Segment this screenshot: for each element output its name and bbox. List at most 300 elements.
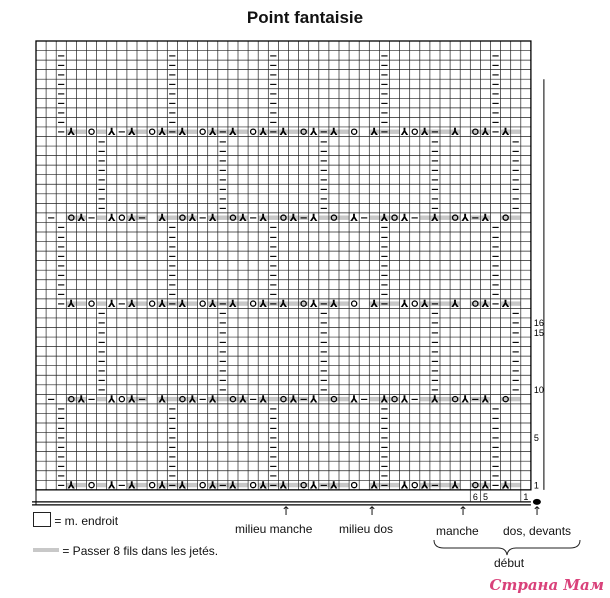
purl-symbol: − xyxy=(410,394,419,406)
purl-symbol: − xyxy=(218,194,228,206)
decrease-symbol: ⅄ xyxy=(350,394,358,406)
purl-symbol: − xyxy=(57,299,66,311)
decrease-symbol: ⅄ xyxy=(77,394,86,406)
purl-symbol: − xyxy=(269,270,278,282)
yarn-over-symbol xyxy=(119,397,124,402)
purl-symbol: − xyxy=(168,423,177,435)
brace-icon xyxy=(432,538,582,556)
decrease-symbol: ⅄ xyxy=(128,480,136,492)
purl-symbol: − xyxy=(430,146,440,158)
purl-symbol: − xyxy=(218,356,228,368)
purl-symbol: − xyxy=(168,232,177,244)
yarn-over-symbol xyxy=(251,482,256,487)
purl-symbol: − xyxy=(97,308,106,320)
purl-symbol: − xyxy=(248,394,258,406)
decrease-symbol: ⅄ xyxy=(380,394,389,406)
purl-symbol: − xyxy=(168,69,177,81)
decrease-symbol: ⅄ xyxy=(208,127,217,139)
decrease-symbol: ⅄ xyxy=(158,394,167,406)
decrease-symbol: ⅄ xyxy=(289,394,298,406)
row-number: 5 xyxy=(533,432,539,443)
purl-symbol: − xyxy=(319,136,329,148)
purl-symbol: − xyxy=(168,117,177,129)
purl-symbol: − xyxy=(168,89,177,101)
purl-symbol: − xyxy=(97,174,106,186)
purl-symbol: − xyxy=(248,213,258,225)
purl-symbol: − xyxy=(269,232,278,244)
purl-symbol: − xyxy=(410,213,419,225)
purl-symbol: − xyxy=(57,69,66,81)
purl-symbol: − xyxy=(117,299,127,311)
decrease-symbol: ⅄ xyxy=(279,480,288,492)
watermark-logo: Страна Мам xyxy=(489,576,604,594)
purl-symbol: − xyxy=(319,203,329,215)
purl-symbol: − xyxy=(57,480,66,492)
decrease-symbol: ⅄ xyxy=(400,213,409,225)
purl-symbol: − xyxy=(491,461,500,473)
purl-symbol: − xyxy=(97,375,106,387)
purl-symbol: − xyxy=(218,203,228,215)
purl-symbol: − xyxy=(319,318,329,330)
yarn-over-symbol xyxy=(200,301,205,306)
purl-symbol: − xyxy=(360,394,369,406)
decrease-symbol: ⅄ xyxy=(188,213,197,225)
purl-symbol: − xyxy=(380,270,389,282)
purl-symbol: − xyxy=(430,480,440,492)
purl-symbol: − xyxy=(491,251,500,263)
purl-symbol: − xyxy=(269,69,278,81)
decrease-symbol: ⅄ xyxy=(128,394,136,406)
purl-symbol: − xyxy=(491,98,500,110)
purl-symbol: − xyxy=(97,155,106,167)
purl-symbol: − xyxy=(491,289,500,301)
purl-symbol: − xyxy=(491,222,500,234)
purl-symbol: − xyxy=(319,480,329,492)
purl-symbol: − xyxy=(57,60,66,72)
purl-symbol: − xyxy=(198,394,207,406)
decrease-symbol: ⅄ xyxy=(461,213,470,225)
purl-symbol: − xyxy=(491,451,500,463)
purl-symbol: − xyxy=(97,203,106,215)
purl-symbol: − xyxy=(511,136,520,148)
purl-symbol: − xyxy=(430,174,440,186)
purl-symbol: − xyxy=(491,299,500,311)
purl-symbol: − xyxy=(491,442,500,454)
highlight-band xyxy=(319,397,349,401)
decrease-symbol: ⅄ xyxy=(77,213,86,225)
purl-symbol: − xyxy=(97,184,106,196)
purl-symbol: − xyxy=(168,442,177,454)
purl-symbol: − xyxy=(57,451,66,463)
purl-symbol: − xyxy=(430,308,440,320)
purl-symbol: − xyxy=(430,194,440,206)
endroit-label: = m. endroit xyxy=(54,514,119,528)
decrease-symbol: ⅄ xyxy=(501,480,510,492)
purl-symbol: − xyxy=(380,108,389,120)
purl-symbol: − xyxy=(57,471,66,483)
purl-symbol: − xyxy=(511,337,520,349)
highlight-band xyxy=(97,301,107,305)
purl-symbol: − xyxy=(491,423,500,435)
purl-symbol: − xyxy=(168,461,177,473)
decrease-symbol: ⅄ xyxy=(309,394,318,406)
decrease-symbol: ⅄ xyxy=(431,394,439,406)
decrease-symbol: ⅄ xyxy=(259,213,268,225)
purl-symbol: − xyxy=(269,50,278,62)
passer-swatch xyxy=(33,548,59,552)
chart-title: Point fantaisie xyxy=(246,8,364,27)
purl-symbol: − xyxy=(168,471,177,483)
yarn-over-symbol xyxy=(150,301,155,306)
decrease-symbol: ⅄ xyxy=(370,127,379,139)
decrease-symbol: ⅄ xyxy=(158,213,167,225)
purl-symbol: − xyxy=(511,356,520,368)
decrease-symbol: ⅄ xyxy=(158,299,167,311)
purl-symbol: − xyxy=(168,270,177,282)
purl-symbol: − xyxy=(57,79,66,91)
purl-symbol: − xyxy=(57,413,66,425)
decrease-symbol: ⅄ xyxy=(481,480,490,492)
purl-symbol: − xyxy=(97,385,106,397)
decrease-symbol: ⅄ xyxy=(330,480,338,492)
purl-symbol: − xyxy=(269,251,278,263)
purl-symbol: − xyxy=(491,50,500,62)
purl-symbol: − xyxy=(57,461,66,473)
decrease-symbol: ⅄ xyxy=(229,480,237,492)
decrease-symbol: ⅄ xyxy=(330,299,338,311)
highlight-band xyxy=(97,483,107,487)
purl-symbol: − xyxy=(218,165,228,177)
purl-symbol: − xyxy=(380,79,389,91)
purl-symbol: − xyxy=(57,432,66,444)
purl-symbol: − xyxy=(380,222,389,234)
purl-symbol: − xyxy=(511,203,520,215)
label-dos-devants: dos, devants xyxy=(503,524,572,538)
purl-symbol: − xyxy=(57,270,66,282)
purl-symbol: − xyxy=(218,184,228,196)
decrease-symbol: ⅄ xyxy=(431,213,439,225)
purl-symbol: − xyxy=(269,127,278,139)
purl-symbol: − xyxy=(97,318,106,330)
yarn-over-symbol xyxy=(352,129,357,134)
purl-symbol: − xyxy=(380,232,389,244)
purl-symbol: − xyxy=(511,174,520,186)
yarn-over-symbol xyxy=(119,215,124,220)
purl-symbol: − xyxy=(319,385,329,397)
purl-symbol: − xyxy=(218,299,228,311)
purl-symbol: − xyxy=(168,404,177,416)
purl-symbol: − xyxy=(380,280,389,292)
purl-symbol: − xyxy=(269,404,278,416)
purl-symbol: − xyxy=(97,136,106,148)
purl-symbol: − xyxy=(430,346,440,358)
yarn-over-symbol xyxy=(352,482,357,487)
decrease-symbol: ⅄ xyxy=(289,213,298,225)
purl-symbol: − xyxy=(491,241,500,253)
purl-symbol: − xyxy=(430,203,440,215)
purl-symbol: − xyxy=(57,442,66,454)
purl-symbol: − xyxy=(319,127,329,139)
purl-symbol: − xyxy=(491,60,500,72)
purl-symbol: − xyxy=(430,165,440,177)
purl-symbol: − xyxy=(57,423,66,435)
purl-symbol: − xyxy=(380,451,389,463)
purl-symbol: − xyxy=(269,280,278,292)
purl-symbol: − xyxy=(168,127,177,139)
decrease-symbol: ⅄ xyxy=(158,127,167,139)
decrease-symbol: ⅄ xyxy=(461,394,470,406)
purl-symbol: − xyxy=(491,471,500,483)
purl-symbol: − xyxy=(117,480,127,492)
purl-symbol: − xyxy=(269,461,278,473)
decrease-symbol: ⅄ xyxy=(128,127,136,139)
purl-symbol: − xyxy=(269,423,278,435)
purl-symbol: − xyxy=(117,127,127,139)
row-number: 1 xyxy=(533,480,539,491)
decrease-symbol: ⅄ xyxy=(421,480,429,492)
purl-symbol: − xyxy=(380,50,389,62)
yarn-over-symbol xyxy=(412,301,417,306)
purl-symbol: − xyxy=(269,260,278,272)
purl-symbol: − xyxy=(380,404,389,416)
decrease-symbol: ⅄ xyxy=(178,127,187,139)
purl-symbol: − xyxy=(511,194,520,206)
purl-symbol: − xyxy=(97,327,106,339)
purl-symbol: − xyxy=(57,117,66,129)
decrease-symbol: ⅄ xyxy=(178,480,187,492)
purl-symbol: − xyxy=(319,356,329,368)
row-number: 15 xyxy=(533,327,544,338)
purl-symbol: − xyxy=(168,413,177,425)
decrease-symbol: ⅄ xyxy=(128,213,136,225)
decrease-symbol: ⅄ xyxy=(259,127,268,139)
purl-symbol: − xyxy=(97,346,106,358)
purl-symbol: − xyxy=(430,327,440,339)
purl-symbol: − xyxy=(380,127,389,139)
purl-symbol: − xyxy=(218,375,228,387)
purl-symbol: − xyxy=(218,365,228,377)
decrease-symbol: ⅄ xyxy=(259,480,268,492)
purl-symbol: − xyxy=(380,471,389,483)
decrease-symbol: ⅄ xyxy=(481,299,490,311)
purl-symbol: − xyxy=(319,327,329,339)
passer-label: = Passer 8 fils dans les jetés. xyxy=(62,544,219,558)
legend-passer xyxy=(33,544,218,558)
purl-symbol: − xyxy=(97,194,106,206)
decrease-symbol: ⅄ xyxy=(309,127,318,139)
decrease-symbol: ⅄ xyxy=(279,127,288,139)
decrease-symbol: ⅄ xyxy=(481,213,490,225)
purl-symbol: − xyxy=(57,222,66,234)
purl-symbol: − xyxy=(380,480,389,492)
decrease-symbol: ⅄ xyxy=(451,480,459,492)
yarn-over-symbol xyxy=(251,129,256,134)
purl-symbol: − xyxy=(319,337,329,349)
purl-symbol: − xyxy=(380,241,389,253)
purl-symbol: − xyxy=(380,289,389,301)
purl-symbol: − xyxy=(511,346,520,358)
purl-symbol: − xyxy=(430,127,440,139)
purl-symbol: − xyxy=(168,222,177,234)
purl-symbol: − xyxy=(380,98,389,110)
purl-symbol: − xyxy=(511,165,520,177)
arrow-up-icon: ↑ xyxy=(367,504,378,518)
purl-symbol: − xyxy=(299,213,308,225)
purl-symbol: − xyxy=(269,413,278,425)
decrease-symbol: ⅄ xyxy=(501,127,510,139)
purl-symbol: − xyxy=(168,108,177,120)
decrease-symbol: ⅄ xyxy=(279,299,288,311)
purl-symbol: − xyxy=(511,365,520,377)
purl-symbol: − xyxy=(380,60,389,72)
purl-symbol: − xyxy=(97,365,106,377)
purl-symbol: − xyxy=(430,375,440,387)
decrease-symbol: ⅄ xyxy=(128,299,136,311)
purl-symbol: − xyxy=(168,280,177,292)
purl-symbol: − xyxy=(97,356,106,368)
purl-symbol: − xyxy=(430,337,440,349)
purl-symbol: − xyxy=(269,289,278,301)
yarn-over-symbol xyxy=(89,482,94,487)
decrease-symbol: ⅄ xyxy=(67,299,76,311)
purl-symbol: − xyxy=(87,213,96,225)
purl-symbol: − xyxy=(380,260,389,272)
purl-symbol: − xyxy=(491,89,500,101)
purl-symbol: − xyxy=(168,289,177,301)
row-number: 10 xyxy=(533,385,544,396)
purl-symbol: − xyxy=(46,394,56,406)
purl-symbol: − xyxy=(168,251,177,263)
purl-symbol: − xyxy=(269,117,278,129)
decrease-symbol: ⅄ xyxy=(208,394,217,406)
stitch-number: 6 xyxy=(472,491,478,502)
purl-symbol: − xyxy=(269,89,278,101)
purl-symbol: − xyxy=(491,270,500,282)
purl-symbol: − xyxy=(491,413,500,425)
purl-symbol: − xyxy=(380,461,389,473)
purl-symbol: − xyxy=(380,413,389,425)
purl-symbol: − xyxy=(97,337,106,349)
purl-symbol: − xyxy=(97,146,106,158)
purl-symbol: − xyxy=(491,480,500,492)
purl-symbol: − xyxy=(218,318,228,330)
highlight-band xyxy=(319,215,349,219)
decrease-symbol: ⅄ xyxy=(67,480,76,492)
purl-symbol: − xyxy=(218,155,228,167)
decrease-symbol: ⅄ xyxy=(229,299,237,311)
purl-symbol: − xyxy=(137,394,147,406)
decrease-symbol: ⅄ xyxy=(107,480,116,492)
decrease-symbol: ⅄ xyxy=(208,299,217,311)
purl-symbol: − xyxy=(97,165,106,177)
purl-symbol: − xyxy=(491,232,500,244)
purl-symbol: − xyxy=(511,318,520,330)
decrease-symbol: ⅄ xyxy=(421,299,429,311)
decrease-symbol: ⅄ xyxy=(481,394,490,406)
decrease-symbol: ⅄ xyxy=(67,127,76,139)
purl-symbol: − xyxy=(319,194,329,206)
decrease-symbol: ⅄ xyxy=(350,213,358,225)
purl-symbol: − xyxy=(380,251,389,263)
decrease-symbol: ⅄ xyxy=(400,127,409,139)
endroit-swatch xyxy=(33,512,51,527)
decrease-symbol: ⅄ xyxy=(400,480,409,492)
purl-symbol: − xyxy=(137,213,147,225)
stitch-number: 1 xyxy=(523,491,529,502)
purl-symbol: − xyxy=(87,394,96,406)
purl-symbol: − xyxy=(57,108,66,120)
purl-symbol: − xyxy=(319,365,329,377)
decrease-symbol: ⅄ xyxy=(229,127,237,139)
highlight-band xyxy=(97,215,107,219)
purl-symbol: − xyxy=(471,394,480,406)
yarn-over-symbol xyxy=(150,482,155,487)
yarn-over-symbol xyxy=(200,482,205,487)
purl-symbol: − xyxy=(269,451,278,463)
purl-symbol: − xyxy=(491,117,500,129)
decrease-symbol: ⅄ xyxy=(239,394,247,406)
purl-symbol: − xyxy=(57,404,66,416)
decrease-symbol: ⅄ xyxy=(107,127,116,139)
decrease-symbol: ⅄ xyxy=(400,394,409,406)
purl-symbol: − xyxy=(319,174,329,186)
purl-symbol: − xyxy=(430,365,440,377)
purl-symbol: − xyxy=(269,241,278,253)
yarn-over-symbol xyxy=(200,129,205,134)
decrease-symbol: ⅄ xyxy=(451,127,459,139)
purl-symbol: − xyxy=(380,69,389,81)
decrease-symbol: ⅄ xyxy=(370,299,379,311)
label-milieu-dos: milieu dos xyxy=(339,522,394,536)
decrease-symbol: ⅄ xyxy=(309,213,318,225)
purl-symbol: − xyxy=(168,60,177,72)
decrease-symbol: ⅄ xyxy=(421,127,429,139)
decrease-symbol: ⅄ xyxy=(178,299,187,311)
purl-symbol: − xyxy=(57,289,66,301)
purl-symbol: − xyxy=(168,260,177,272)
decrease-symbol: ⅄ xyxy=(239,213,247,225)
purl-symbol: − xyxy=(491,79,500,91)
purl-symbol: − xyxy=(218,337,228,349)
highlight-band xyxy=(97,130,107,134)
decrease-symbol: ⅄ xyxy=(107,213,116,225)
decrease-symbol: ⅄ xyxy=(481,127,490,139)
purl-symbol: − xyxy=(380,299,389,311)
decrease-symbol: ⅄ xyxy=(259,394,268,406)
purl-symbol: − xyxy=(319,146,329,158)
purl-symbol: − xyxy=(57,89,66,101)
purl-symbol: − xyxy=(319,165,329,177)
purl-symbol: − xyxy=(218,480,228,492)
purl-symbol: − xyxy=(57,98,66,110)
purl-symbol: − xyxy=(360,213,369,225)
purl-symbol: − xyxy=(380,423,389,435)
purl-symbol: − xyxy=(430,155,440,167)
purl-symbol: − xyxy=(218,127,228,139)
purl-symbol: − xyxy=(491,69,500,81)
arrow-up-icon: ↑ xyxy=(458,504,469,518)
decrease-symbol: ⅄ xyxy=(158,480,167,492)
purl-symbol: − xyxy=(319,155,329,167)
decrease-symbol: ⅄ xyxy=(107,299,116,311)
yarn-over-symbol xyxy=(89,301,94,306)
purl-symbol: − xyxy=(168,50,177,62)
purl-symbol: − xyxy=(319,308,329,320)
purl-symbol: − xyxy=(491,432,500,444)
purl-symbol: − xyxy=(269,480,278,492)
purl-symbol: − xyxy=(269,471,278,483)
purl-symbol: − xyxy=(511,155,520,167)
